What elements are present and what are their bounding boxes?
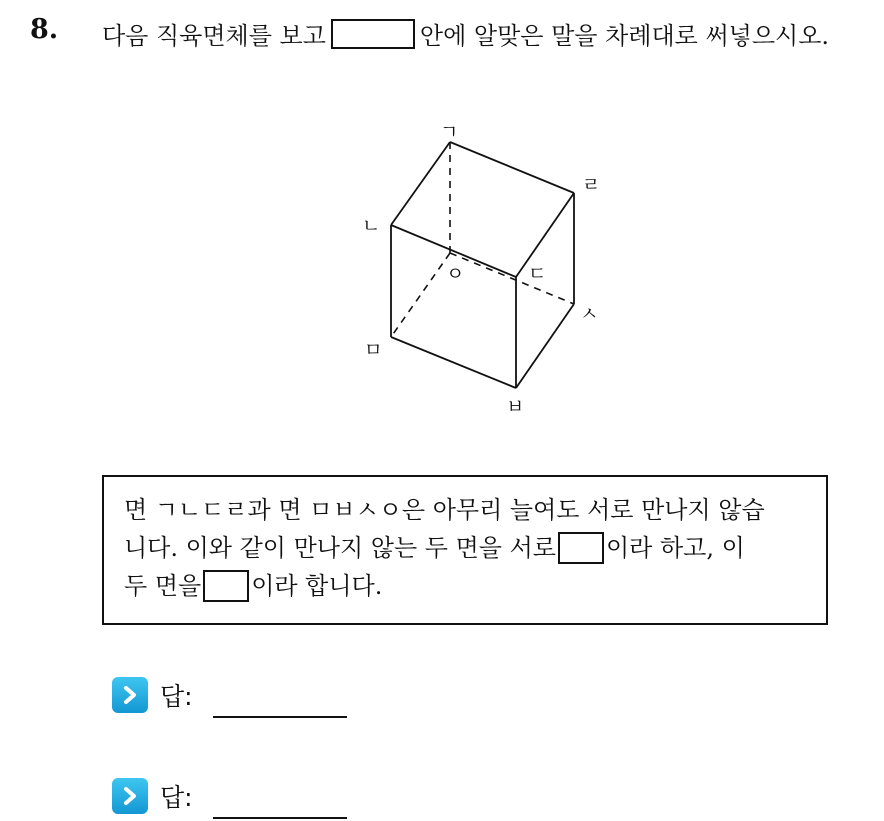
blank-box-title xyxy=(331,19,415,49)
answer-input-2[interactable] xyxy=(213,817,347,819)
edge-m-b xyxy=(391,337,516,388)
hidden-edge-o-m xyxy=(391,253,450,337)
explanation-box xyxy=(102,475,828,625)
explanation-text-2a: 니다. 이와 같이 만나지 않는 두 면을 서로 xyxy=(124,534,556,562)
explanation-text-1: 면 ㄱㄴㄷㄹ과 면 ㅁㅂㅅㅇ은 아무리 늘여도 서로 만나지 않습 xyxy=(124,496,765,524)
explanation-text-3a: 두 면을 xyxy=(124,572,202,600)
vertex-label-g: ㄱ xyxy=(440,121,459,143)
explanation-line-1 xyxy=(124,491,806,529)
vertex-label-d: ㄷ xyxy=(528,263,547,285)
blank-box-2 xyxy=(203,570,249,602)
question-text xyxy=(102,16,829,51)
edge-g-n xyxy=(391,142,450,225)
chevron-right-icon xyxy=(112,778,148,814)
vertex-label-r: ㄹ xyxy=(582,174,601,196)
vertex-label-o: ㅇ xyxy=(446,263,465,285)
question-text-after: 안에 알맞은 말을 차례대로 써넣으시오. xyxy=(419,22,830,50)
vertex-label-b: ㅂ xyxy=(506,396,525,418)
question-number: 8. xyxy=(30,14,59,45)
vertex-label-m: ㅁ xyxy=(364,339,383,361)
answer-input-1[interactable] xyxy=(213,716,347,718)
explanation-line-3 xyxy=(124,567,806,605)
answer-row-2 xyxy=(112,778,193,814)
explanation-text-3b: 이라 합니다. xyxy=(251,572,383,600)
blank-box-1 xyxy=(558,532,604,564)
answer-label-1: 답: xyxy=(160,682,193,711)
answer-row-1 xyxy=(112,677,193,713)
explanation-line-2 xyxy=(124,529,806,567)
answer-label-2: 답: xyxy=(160,783,193,812)
question-text-before: 다음 직육면체를 보고 xyxy=(102,22,326,50)
cuboid-figure xyxy=(350,118,620,423)
edge-b-s xyxy=(516,304,574,388)
edge-g-r xyxy=(450,142,574,193)
explanation-text-2b: 이라 하고, 이 xyxy=(605,534,745,562)
chevron-right-icon xyxy=(112,677,148,713)
vertex-label-s: ㅅ xyxy=(580,303,599,325)
vertex-label-n: ㄴ xyxy=(362,215,381,237)
hidden-edge-o-s xyxy=(450,253,574,304)
